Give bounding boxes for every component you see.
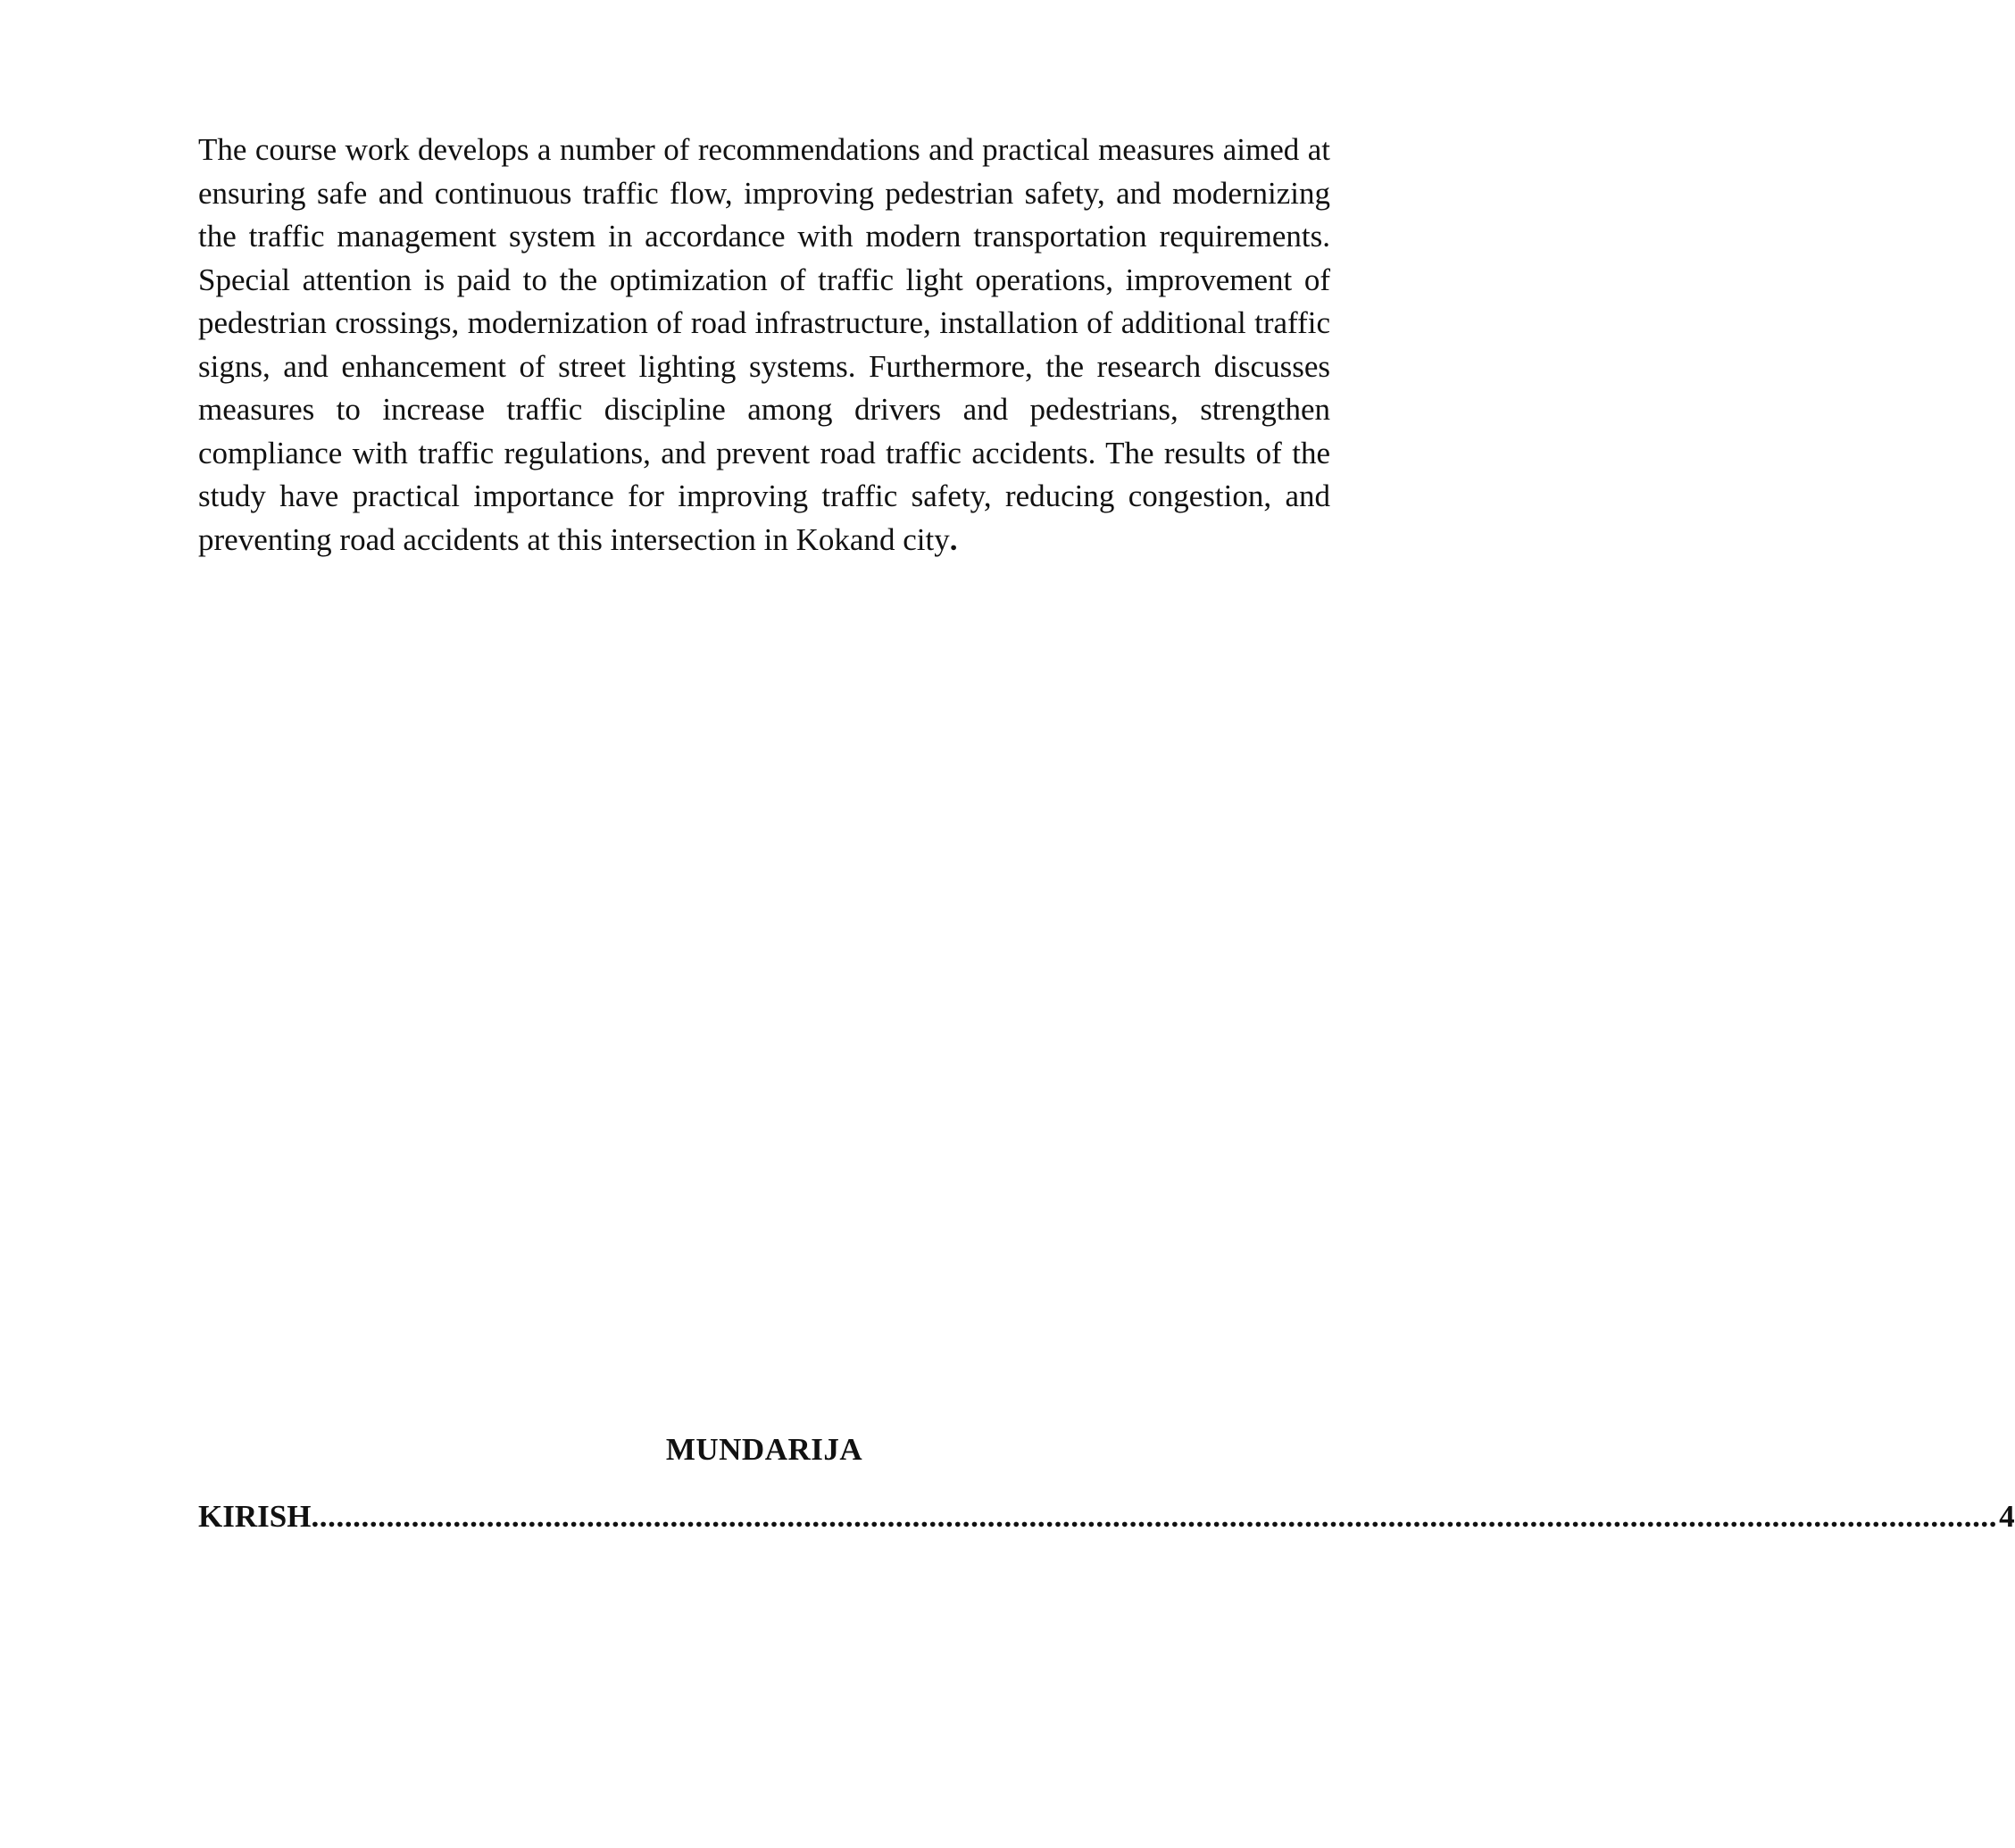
abstract-text: The course work develops a number of recommendations and practical measures aimed at ensuring safe and continuous traffic flow, improving pedestrian safety, and modernizing the traffic management system in accordance with modern transportation requirements. Special attention is paid to the optimization of traffic light operations, improvement of pedestrian crossings, modernization of road infrastructure, installation of additional traffic signs, and enhancement of street lighting systems. Furthermore, the research discusses measures to increase traffic discipline among drivers and pedestrians, strengthen compliance with traffic regulations, and prevent road traffic accidents. The results of the study have practical importance for improving traffic safety, reducing congestion, and preventing road accidents at this intersection in Kokand city	[198, 132, 1330, 557]
abstract-end-mark: .	[949, 521, 958, 557]
toc-entry-page-number: 4	[1999, 1499, 2015, 1534]
toc-dot-leader: ..........................................................................................................................................................................................................	[311, 1499, 1998, 1534]
toc-entry-kirish[interactable]	[198, 1495, 2015, 1538]
toc-title: MUNDARIJA	[665, 1432, 863, 1467]
toc-entry-label: KIRISH	[198, 1499, 312, 1534]
abstract-paragraph	[198, 129, 1330, 562]
